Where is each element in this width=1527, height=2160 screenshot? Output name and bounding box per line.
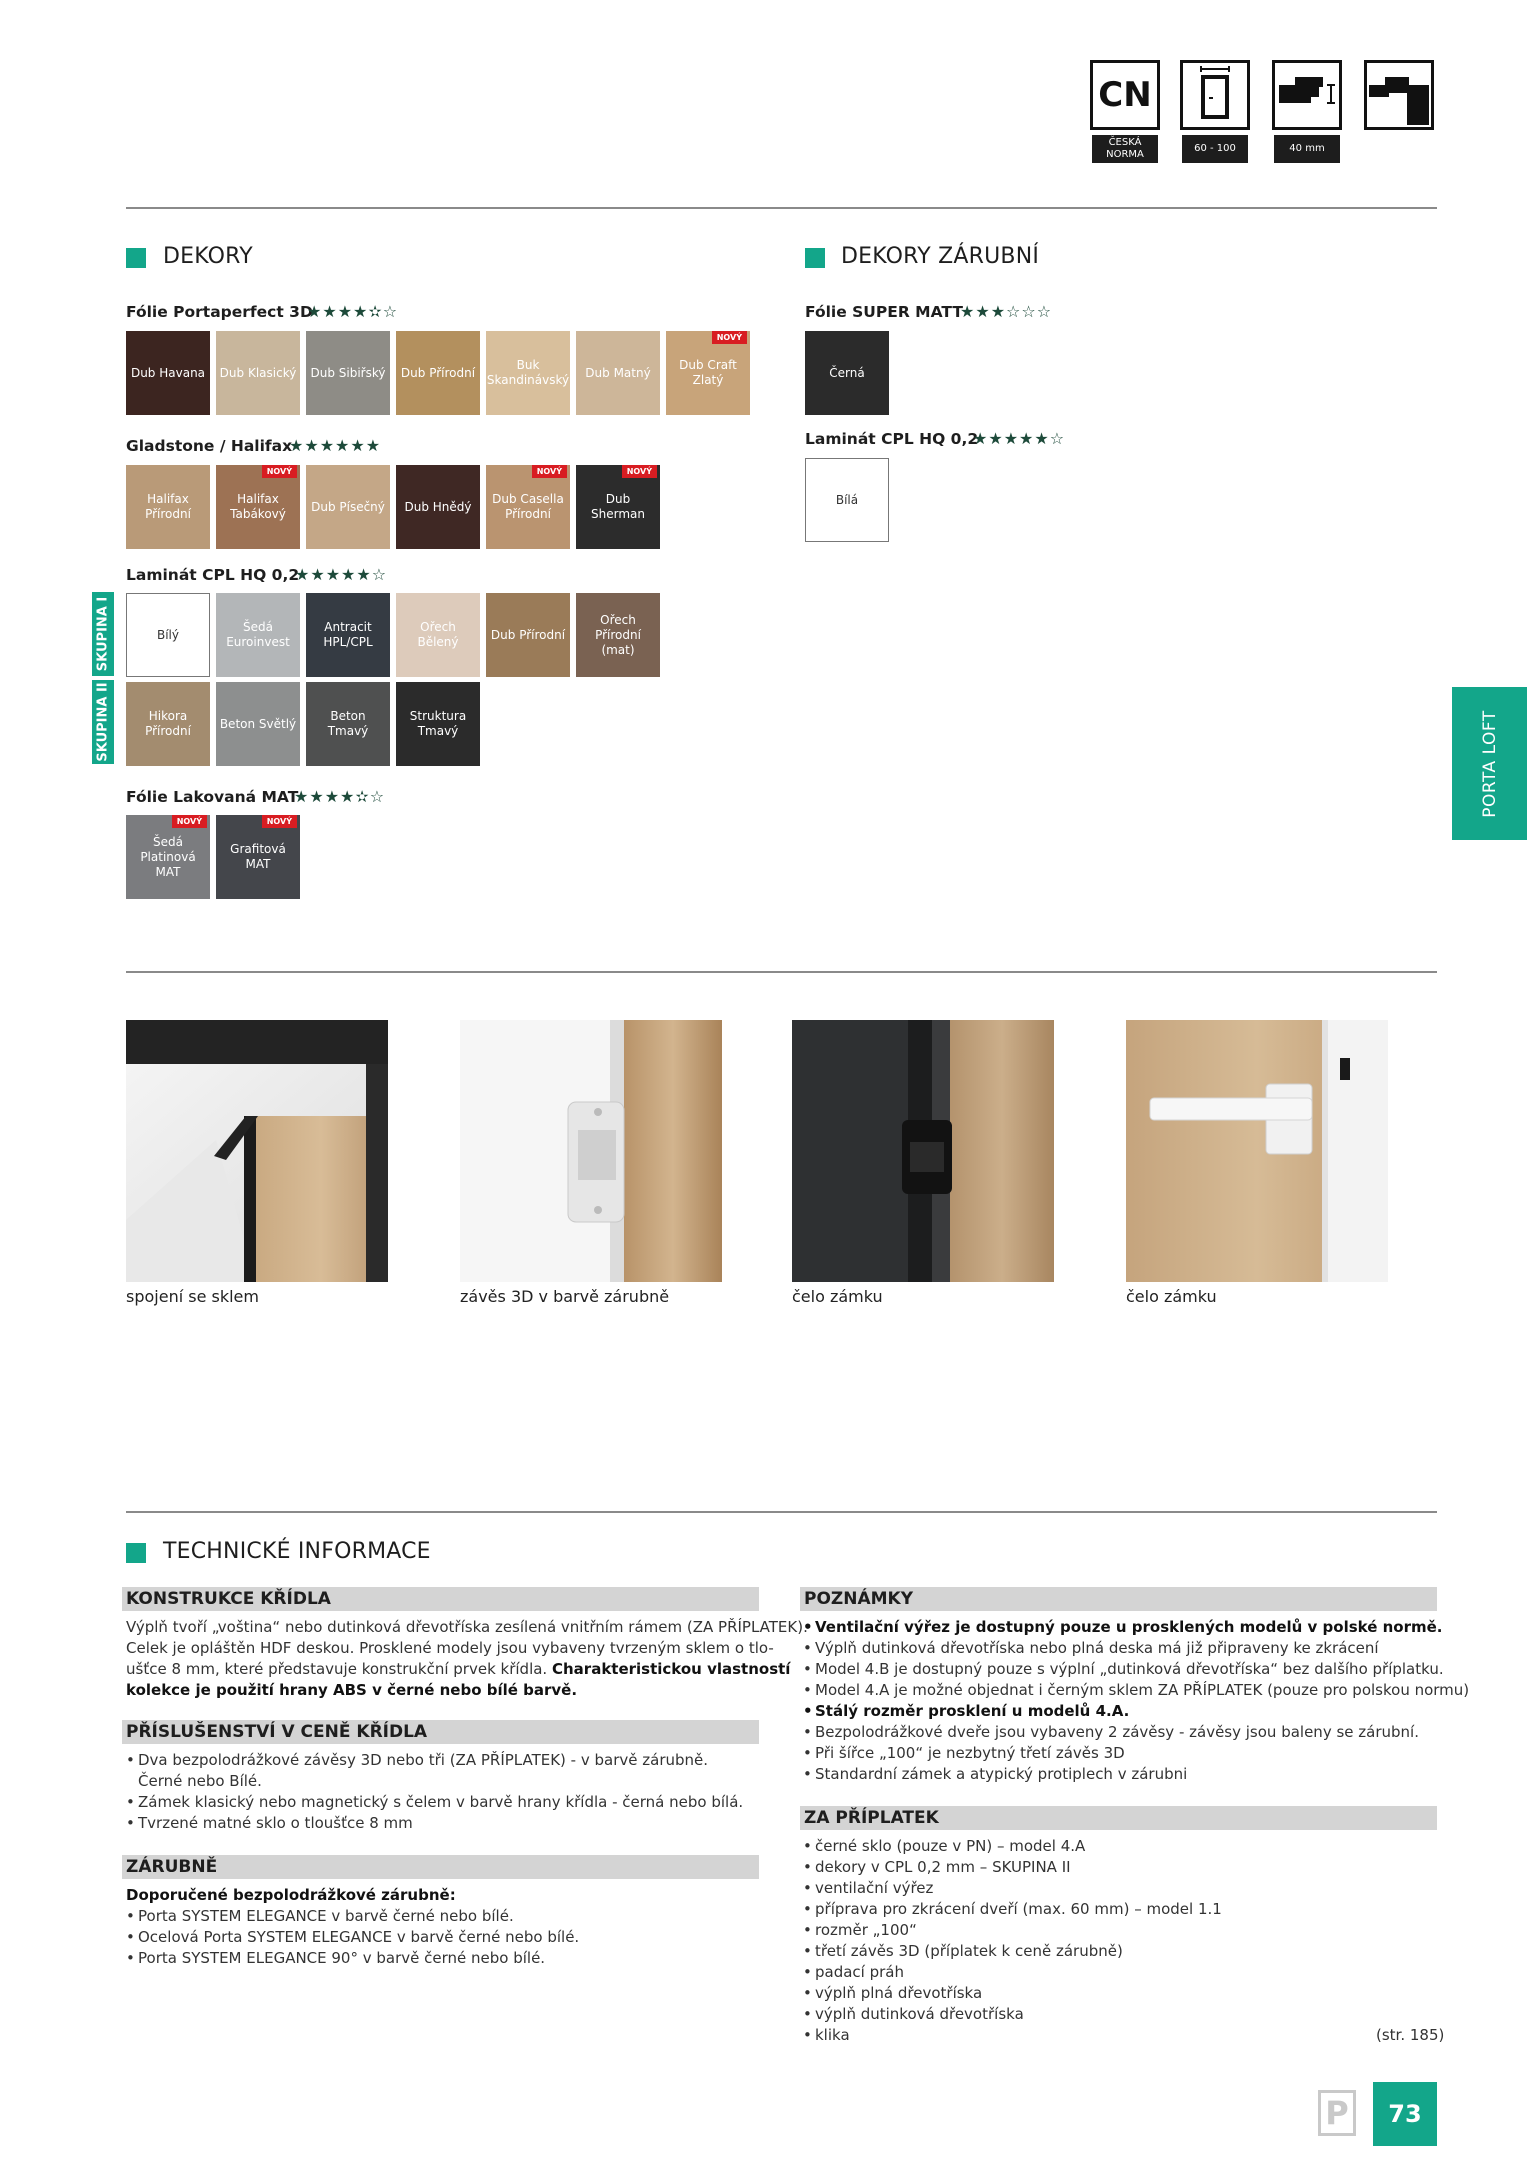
list-item: • Porta SYSTEM ELEGANCE 90° v barvě černé nebo bílé. [126, 1948, 579, 1969]
prislusenstvi-heading: PŘÍSLUŠENSTVÍ V CENĚ KŘÍDLA [122, 1720, 759, 1744]
list-item: • rozměr „100“ [803, 1920, 1222, 1941]
caption-lock-2: čelo zámku [1126, 1287, 1217, 1306]
new-badge: NOVÝ [622, 465, 657, 478]
swatch-dub-sherman [576, 465, 660, 549]
swatch-label: Dub Písečný [311, 499, 385, 514]
swatch-šedá-platinová-mat [126, 815, 210, 899]
caption-hinge: závěs 3D v barvě zárubně [460, 1287, 670, 1306]
caption-lock-1: čelo zámku [792, 1287, 883, 1306]
swatch-struktura-tmavý [396, 682, 480, 766]
swatch-halifax-tabákový [216, 465, 300, 549]
list-item: • Ventilační výřez je dostupný pouze u prosklených modelů v polské normě. [803, 1617, 1469, 1638]
swatch-halifax-přírodní [126, 465, 210, 549]
gladstone-stars: ★★★★★★ [289, 436, 382, 455]
list-item: • výplň dutinková dřevotříska [803, 2004, 1222, 2025]
lakovana-stars: ★★★★✫☆ [294, 787, 386, 806]
swatch-label: Dub Sherman [591, 492, 645, 521]
zarubni-title: DEKORY ZÁRUBNÍ [841, 244, 1040, 269]
swatch-label: Dub Havana [130, 365, 206, 380]
supermatt-label: Fólie SUPER MATT [805, 303, 963, 321]
swatch-label: Halifax Přírodní [145, 492, 191, 521]
section-marker [126, 1543, 146, 1563]
list-item: • třetí závěs 3D (příplatek k ceně zárubně) [803, 1941, 1222, 1962]
list-item: • příprava pro zkrácení dveří (max. 60 mm) – model 1.1 [803, 1899, 1222, 1920]
swatch-beton-světlý [216, 682, 300, 766]
new-badge: NOVÝ [712, 331, 747, 344]
dekory-title: DEKORY [163, 244, 253, 269]
swatch-label: Šedá Euroinvest [226, 620, 290, 649]
list-item: • Standardní zámek a atypický protiplech v zárubni [803, 1764, 1469, 1785]
list-item: • výplň plná dřevotříska [803, 1983, 1222, 2004]
list-item: • Model 4.B je dostupný pouze s výplní „dutinková dřevotříska“ bez dalšího příplatku. [803, 1659, 1469, 1680]
konstrukce-text: Výplň tvoří „voština“ nebo dutinková dřevotříska zesílená vnitřním rámem (ZA PŘÍPLATEK). Celek je opláštěn HDF deskou. Prosklené modely jsou vybaveny tvrzeným sklem o tlo- ušťce 8 mm, které představuje konstrukční prvek křídla. Charakteristickou vlastností kolekce je použití hrany ABS v černé nebo bílé barvě. [126, 1618, 808, 1699]
door-width-icon [1180, 60, 1250, 130]
swatch-dub-písečný [306, 465, 390, 549]
swatch-label: Grafitová MAT [230, 842, 286, 871]
konstrukce-heading: KONSTRUKCE KŘÍDLA [122, 1587, 759, 1611]
priplatek-list [803, 1836, 1222, 2046]
list-item: • Ocelová Porta SYSTEM ELEGANCE v barvě černé nebo bílé. [126, 1927, 579, 1948]
swatch-bila: Bílá [805, 458, 889, 542]
swatch-ořech-bělený [396, 593, 480, 677]
swatch-label: Dub Přírodní [400, 365, 476, 380]
swatch-label: Beton Světlý [219, 716, 297, 731]
swatch-label: Buk Skandinávský [486, 358, 570, 387]
swatch-label: Šedá Platinová MAT [140, 834, 196, 879]
group-2-label: SKUPINA II [92, 680, 114, 764]
new-badge: NOVÝ [262, 815, 297, 828]
zarubni-laminat-stars: ★★★★★☆ [973, 429, 1066, 448]
gladstone-label: Gladstone / Halifax [126, 437, 293, 455]
portaperfect-stars: ★★★★✫☆ [307, 302, 399, 321]
divider-bottom [126, 1511, 1437, 1513]
photo-lock-handle [1126, 1020, 1388, 1282]
swatch-label: Bílý [156, 627, 179, 642]
divider-top [126, 207, 1437, 209]
cn-caption: ČESKÁ NORMA [1092, 135, 1158, 163]
swatch-dub-casella-přírodní [486, 465, 570, 549]
frame-profile-icon [1364, 60, 1434, 130]
group-1-label: SKUPINA I [92, 592, 114, 676]
porta-logo-icon: P [1318, 2090, 1356, 2136]
swatch-dub-craft-zlatý [666, 331, 750, 415]
zarubne-list [126, 1906, 579, 1969]
swatch-label: Dub Přírodní [490, 627, 566, 642]
swatch-šedá-euroinvest [216, 593, 300, 677]
list-item: • Výplň dutinková dřevotříska nebo plná deska má již připraveny ke zkrácení [803, 1638, 1469, 1659]
swatch-dub-klasický [216, 331, 300, 415]
photo-hinge-white [460, 1020, 722, 1282]
list-item: • Při šířce „100“ je nezbytný třetí závěs 3D [803, 1743, 1469, 1764]
width-caption: 60 - 100 [1182, 135, 1248, 163]
divider-mid [126, 971, 1437, 973]
caption-glass-joint: spojení se sklem [126, 1287, 259, 1306]
poznamky-list [803, 1617, 1469, 1785]
poznamky-heading: POZNÁMKY [800, 1587, 1437, 1611]
list-item: • klika [803, 2025, 1222, 2046]
side-tab-porta-loft[interactable]: PORTA LOFT [1452, 687, 1527, 840]
swatch-label: Struktura Tmavý [409, 709, 467, 738]
swatch-hikora-přírodní [126, 682, 210, 766]
swatch-dub-havana [126, 331, 210, 415]
list-item: • Zámek klasický nebo magnetický s čelem v barvě hrany křídla - černá nebo bílá. [126, 1792, 743, 1813]
supermatt-stars: ★★★☆☆☆ [960, 302, 1053, 321]
zarubni-laminat-label: Laminát CPL HQ 0,2 [805, 430, 979, 448]
zarubne-heading: ZÁRUBNĚ [122, 1855, 759, 1879]
new-badge: NOVÝ [172, 815, 207, 828]
list-item: • Stálý rozměr prosklení u modelů 4.A. [803, 1701, 1469, 1722]
swatch-label: Hikora Přírodní [145, 709, 191, 738]
swatch-grafitová-mat [216, 815, 300, 899]
swatch-ořech-přírodní-mat- [576, 593, 660, 677]
prislusenstvi-list [126, 1750, 743, 1834]
new-badge: NOVÝ [532, 465, 567, 478]
list-item: • ventilační výřez [803, 1878, 1222, 1899]
swatch-dub-přírodní [396, 331, 480, 415]
swatch-bílý [126, 593, 210, 677]
priplatek-heading: ZA PŘÍPLATEK [800, 1806, 1437, 1830]
photo-glass-joint [126, 1020, 388, 1282]
new-badge: NOVÝ [262, 465, 297, 478]
zarubne-sub: Doporučené bezpolodrážkové zárubně: [126, 1886, 456, 1904]
section-marker [126, 248, 146, 268]
swatch-label: Dub Craft Zlatý [679, 358, 737, 387]
swatch-dub-sibiřský [306, 331, 390, 415]
swatch-antracit-hpl-cpl [306, 593, 390, 677]
swatch-label: Ořech Přírodní (mat) [595, 612, 641, 657]
page-number: 73 [1373, 2082, 1437, 2146]
swatch-label: Halifax Tabákový [230, 492, 286, 521]
swatch-label: Dub Matný [585, 365, 651, 380]
list-item: • Model 4.A je možné objednat i černým sklem ZA PŘÍPLATEK (pouze pro polskou normu) [803, 1680, 1469, 1701]
thickness-icon [1272, 60, 1342, 130]
list-item: • černé sklo (pouze v PN) – model 4.A [803, 1836, 1222, 1857]
laminat-stars: ★★★★★☆ [295, 565, 388, 584]
list-item: • Tvrzené matné sklo o tloušťce 8 mm [126, 1813, 743, 1834]
swatch-label: Ořech Bělený [417, 620, 459, 649]
thickness-caption: 40 mm [1274, 135, 1340, 163]
swatch-label: Dub Sibiřský [310, 365, 386, 380]
swatch-label: Dub Klasický [219, 365, 297, 380]
swatch-label: Beton Tmavý [327, 709, 369, 738]
list-item: • Porta SYSTEM ELEGANCE v barvě černé nebo bílé. [126, 1906, 579, 1927]
page-reference: (str. 185) [1376, 2026, 1445, 2044]
section-marker [805, 248, 825, 268]
tech-title: TECHNICKÉ INFORMACE [163, 1539, 431, 1564]
swatch-dub-hnědý [396, 465, 480, 549]
lakovana-label: Fólie Lakovaná MAT [126, 788, 299, 806]
portaperfect-label: Fólie Portaperfect 3D [126, 303, 313, 321]
swatch-label: Dub Hnědý [404, 499, 472, 514]
list-item: • padací práh [803, 1962, 1222, 1983]
swatch-buk-skandinávský [486, 331, 570, 415]
cn-icon: CN [1090, 60, 1160, 130]
list-item: • dekory v CPL 0,2 mm – SKUPINA II [803, 1857, 1222, 1878]
swatch-label: Antracit HPL/CPL [323, 620, 373, 649]
photo-lock-black [792, 1020, 1054, 1282]
swatch-beton-tmavý [306, 682, 390, 766]
swatch-dub-matný [576, 331, 660, 415]
swatch-dub-přírodní [486, 593, 570, 677]
laminat-label: Laminát CPL HQ 0,2 [126, 566, 300, 584]
swatch-label: Dub Casella Přírodní [492, 492, 564, 521]
swatch-cerna: Černá [805, 331, 889, 415]
list-item: • Bezpolodrážkové dveře jsou vybaveny 2 závěsy - závěsy jsou baleny se zárubní. [803, 1722, 1469, 1743]
list-item: • Dva bezpolodrážkové závěsy 3D nebo tři (ZA PŘÍPLATEK) - v barvě zárubně. Černé nebo Bílé. [126, 1750, 743, 1792]
